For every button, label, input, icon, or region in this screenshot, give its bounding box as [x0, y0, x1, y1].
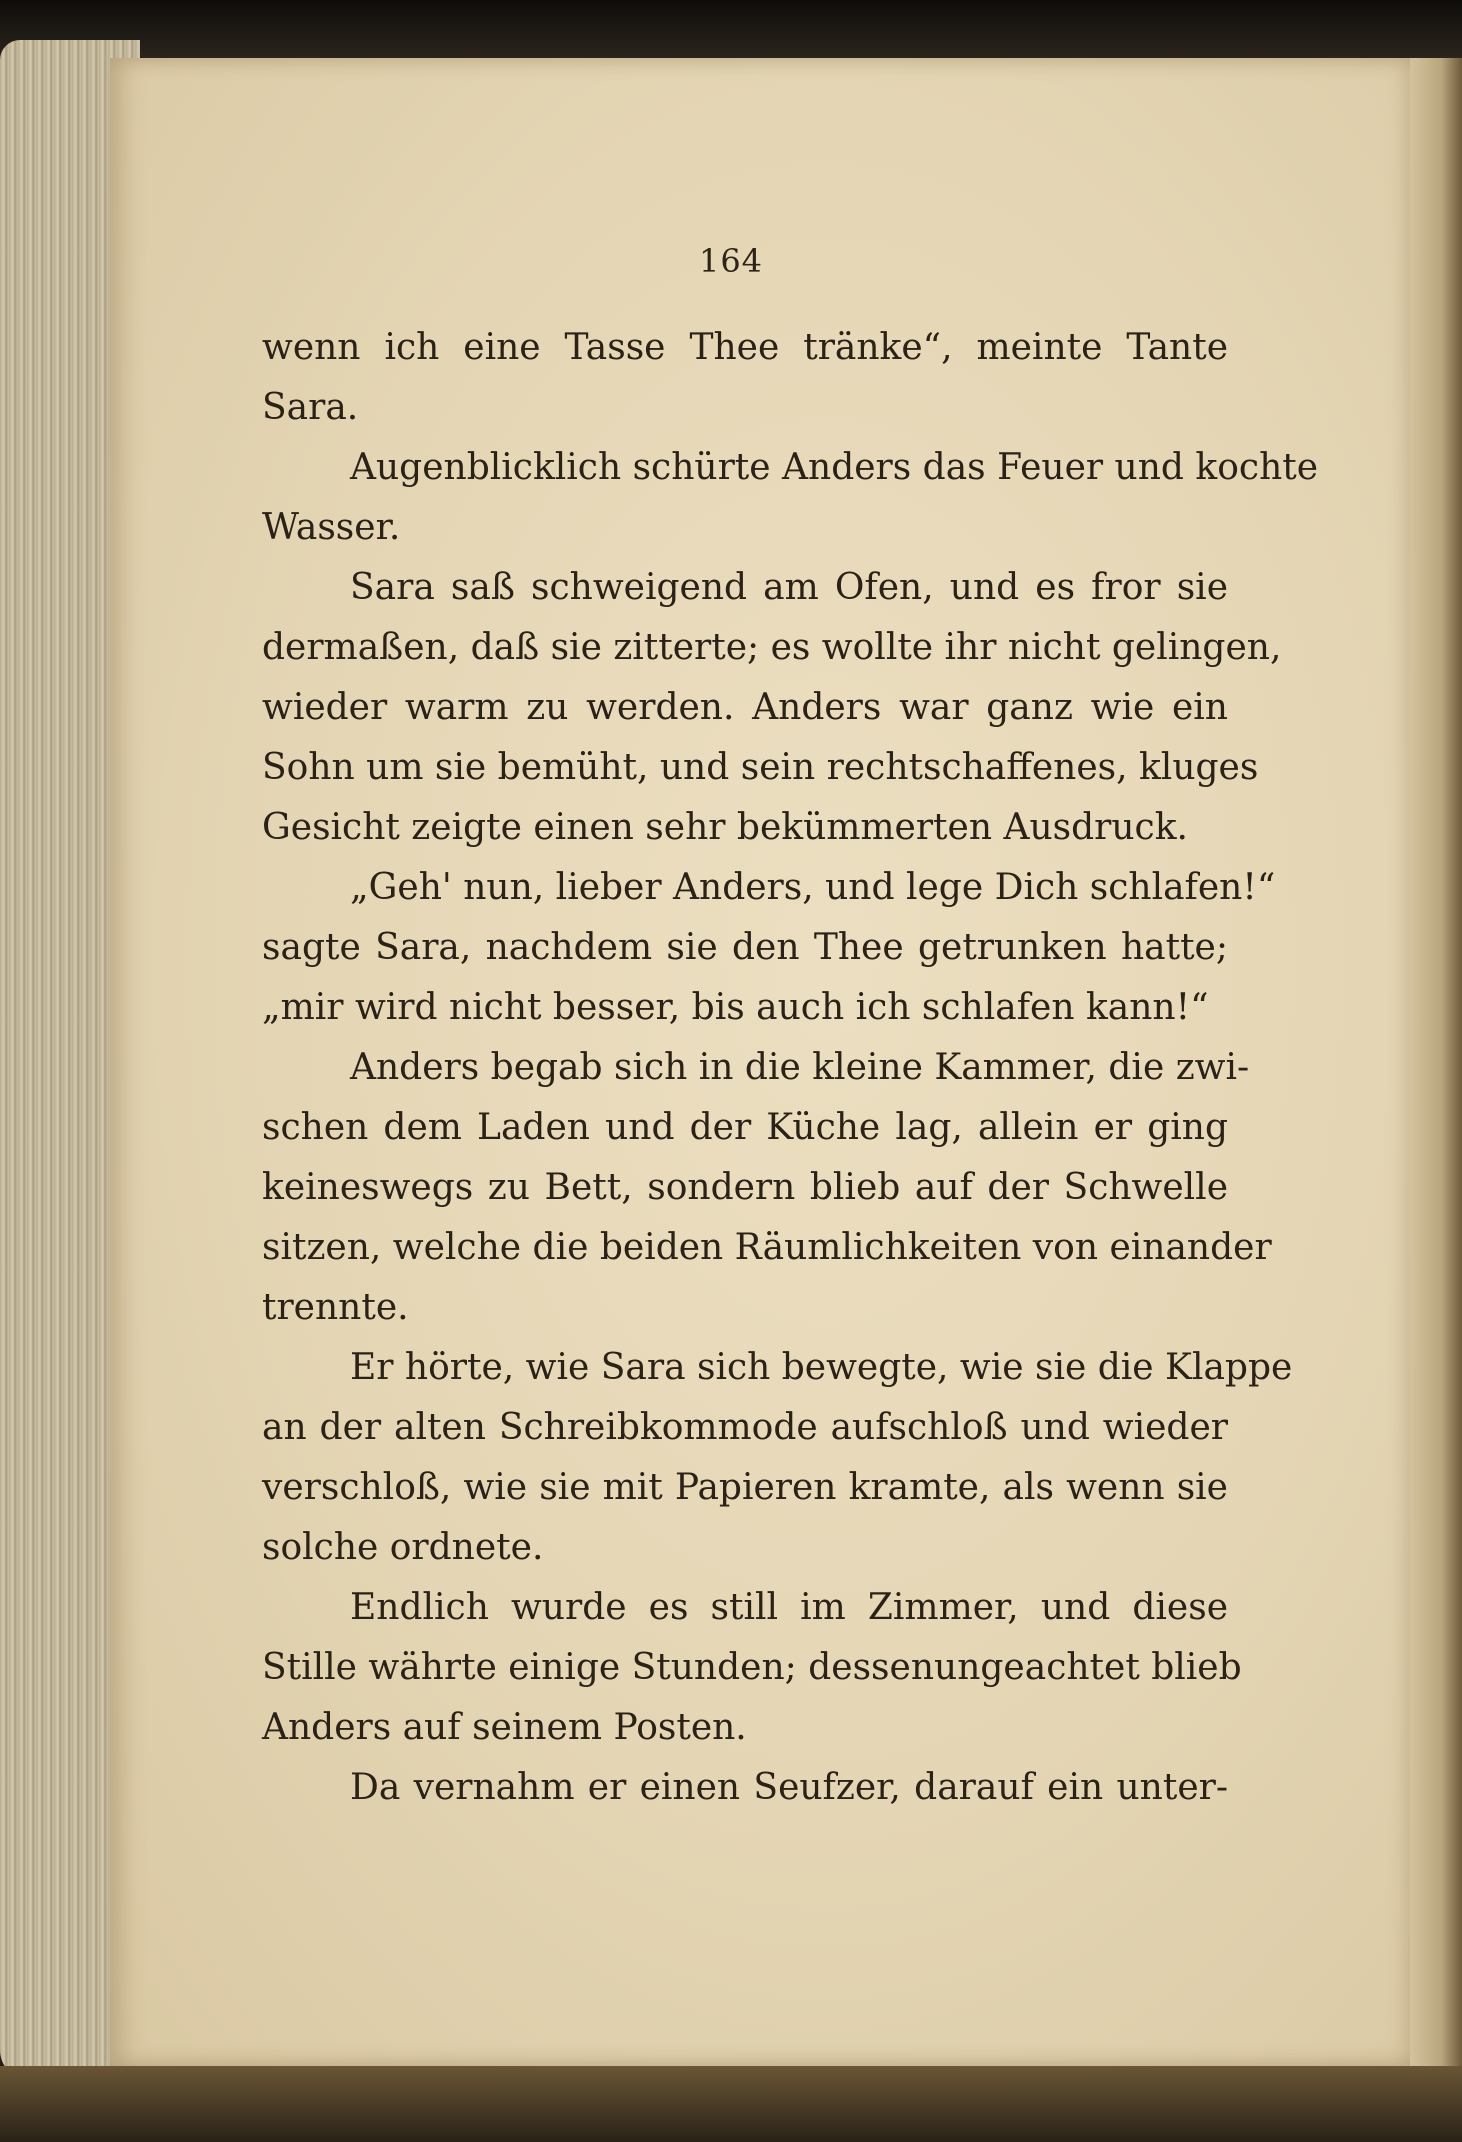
- text-line: Augenblicklich schürte Anders das Feuer und kochte: [350, 447, 1319, 488]
- text-line: sitzen, welche die beiden Räumlichkeiten von einander: [262, 1227, 1272, 1268]
- page-number: 164: [698, 242, 764, 280]
- text-line: wieder warm zu werden. Anders war ganz wie ein: [262, 687, 1228, 728]
- text-line: verschloß, wie sie mit Papieren kramte, als wenn sie: [262, 1467, 1228, 1508]
- text-line: Anders begab sich in die kleine Kammer, die zwi-: [350, 1047, 1250, 1088]
- text-line: solche ordnete.: [262, 1527, 544, 1568]
- text-line: „Geh' nun, lieber Anders, und lege Dich schlafen!“: [350, 867, 1276, 908]
- text-line: Anders auf seinem Posten.: [262, 1707, 747, 1748]
- book-right-edge: [1410, 58, 1462, 2078]
- text-line: Gesicht zeigte einen sehr bekümmerten Ausdruck.: [262, 807, 1188, 848]
- text-line: keineswegs zu Bett, sondern blieb auf der Schwelle: [262, 1167, 1228, 1208]
- text-line: trennte.: [262, 1287, 409, 1328]
- text-line: Da vernahm er einen Seufzer, darauf ein unter-: [350, 1767, 1228, 1808]
- text-line: an der alten Schreibkommode aufschloß und wieder: [262, 1407, 1228, 1448]
- text-line: sagte Sara, nachdem sie den Thee getrunken hatte;: [262, 927, 1228, 968]
- book-top-edge: [0, 0, 1462, 60]
- text-line: dermaßen, daß sie zitterte; es wollte ihr nicht gelingen,: [262, 627, 1282, 668]
- text-line: „mir wird nicht besser, bis auch ich schlafen kann!“: [262, 987, 1209, 1028]
- text-line: Wasser.: [262, 507, 401, 548]
- text-line: Endlich wurde es still im Zimmer, und diese: [350, 1587, 1228, 1628]
- text-line: Sara saß schweigend am Ofen, und es fror sie: [350, 567, 1228, 608]
- body-text: [262, 318, 1319, 1818]
- text-line: Er hörte, wie Sara sich bewegte, wie sie die Klappe: [350, 1347, 1293, 1388]
- text-line: Sohn um sie bemüht, und sein rechtschaffenes, kluges: [262, 747, 1259, 788]
- book-bottom-edge: [0, 2066, 1462, 2142]
- text-line: Sara.: [262, 387, 359, 428]
- text-line: wenn ich eine Tasse Thee tränke“, meinte Tante: [262, 327, 1228, 368]
- text-line: Stille währte einige Stunden; dessenungeachtet blieb: [262, 1647, 1242, 1688]
- text-line: schen dem Laden und der Küche lag, allein er ging: [262, 1107, 1228, 1148]
